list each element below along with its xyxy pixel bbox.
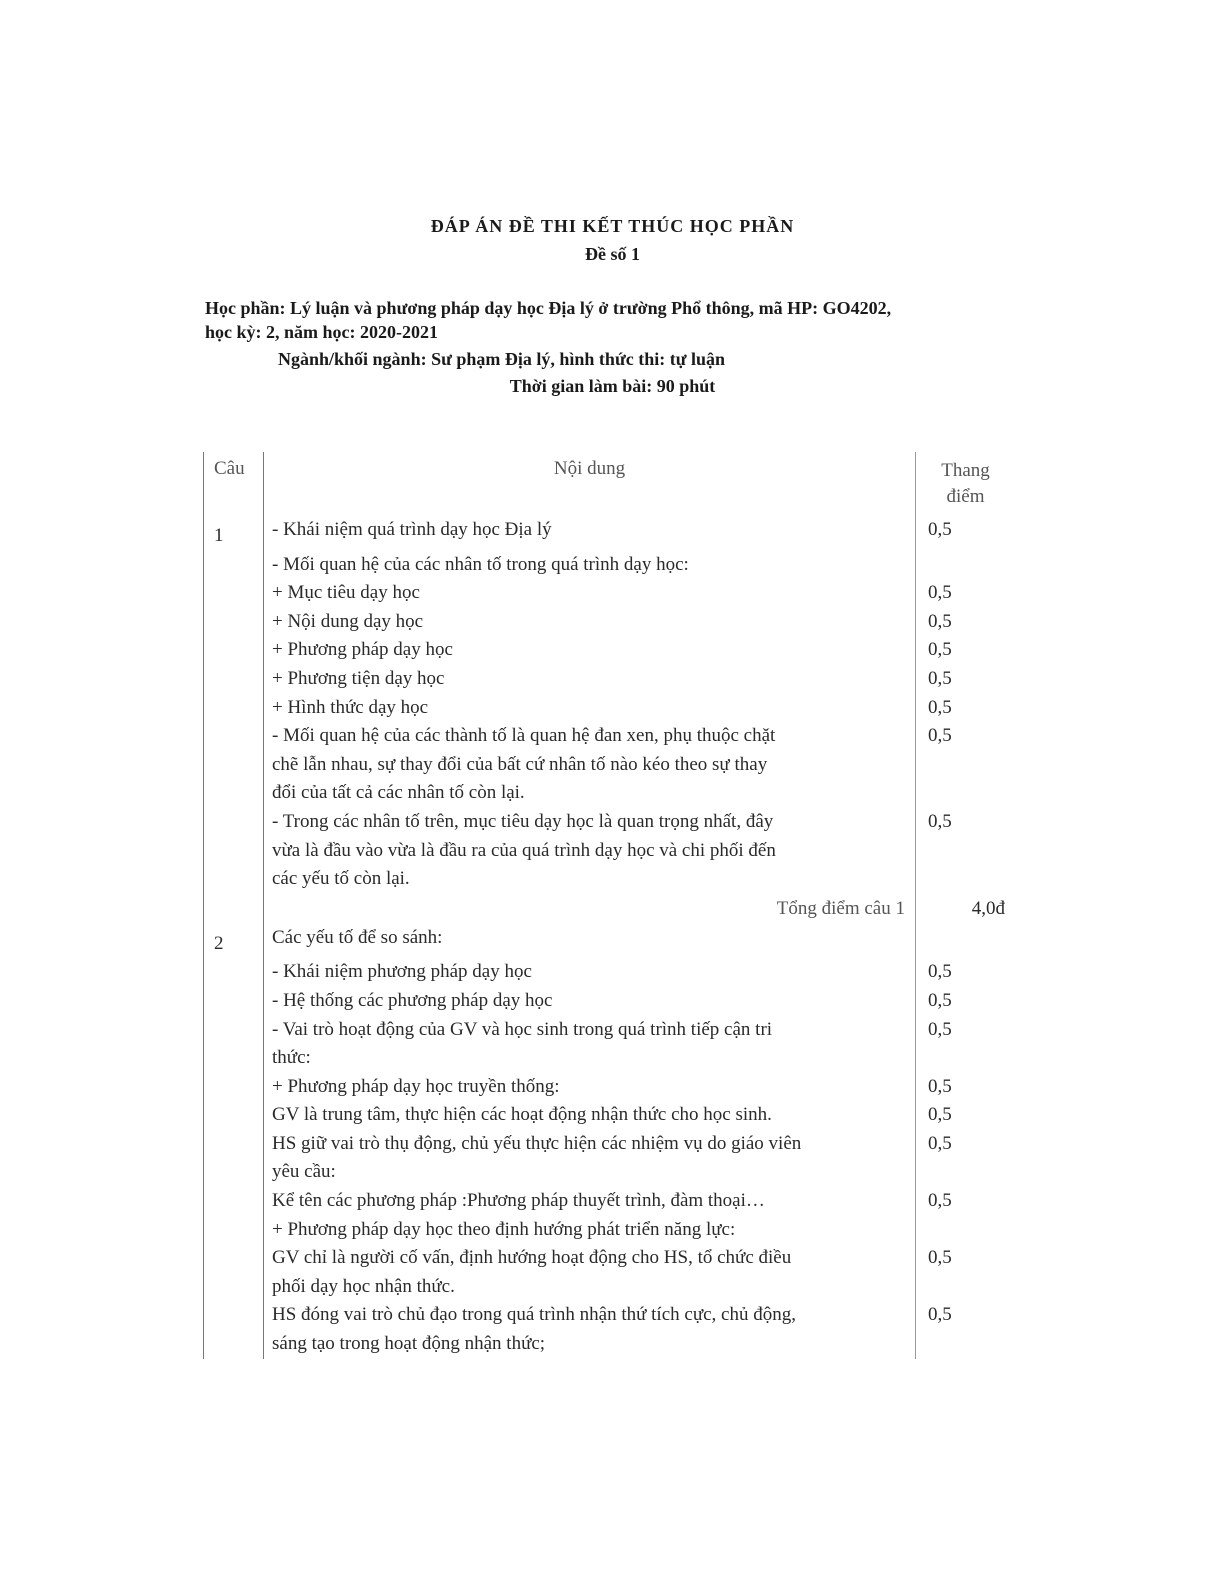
- exam-number: Đề số 1: [585, 244, 640, 264]
- table-row: [204, 987, 1016, 1016]
- score-cell: [916, 516, 1016, 551]
- question-cell: [204, 636, 264, 665]
- score-cell: [916, 1301, 1016, 1358]
- content-line: - Trong các nhân tố trên, mục tiêu dạy học là quan trọng nhất, đây: [272, 810, 774, 832]
- question-cell: [204, 1073, 264, 1102]
- table-row: [204, 665, 1016, 694]
- content-cell: [264, 958, 916, 987]
- content-line: + Phương pháp dạy học: [272, 639, 453, 661]
- score-value: 0,5: [928, 639, 952, 661]
- score-header-line2: điểm: [946, 486, 985, 507]
- question-cell: [204, 722, 264, 808]
- time-info: Thời gian làm bài: 90 phút: [509, 376, 716, 396]
- score-cell: [916, 958, 1016, 987]
- content-line: - Mối quan hệ của các nhân tố trong quá trình dạy học:: [272, 553, 689, 575]
- content-line: + Phương pháp dạy học theo định hướng phát triển năng lực:: [272, 1218, 736, 1240]
- score-cell: [916, 987, 1016, 1016]
- table-row: [204, 551, 1016, 580]
- content-cell: [264, 808, 916, 894]
- content-line: + Phương pháp dạy học truyền thống:: [272, 1075, 560, 1097]
- question-cell: [204, 958, 264, 987]
- table-row: [204, 722, 1016, 808]
- total-value: 4,0đ: [971, 897, 1005, 919]
- question-cell: [204, 1187, 264, 1216]
- table-row: [204, 1016, 1016, 1073]
- score-value: 0,5: [928, 989, 952, 1011]
- page-title: ĐÁP ÁN ĐỀ THI KẾT THÚC HỌC PHẦN: [430, 216, 795, 236]
- content-cell: [264, 1101, 916, 1130]
- score-cell: [916, 808, 1016, 894]
- score-value: 0,5: [928, 1104, 952, 1126]
- question-cell: [204, 608, 264, 637]
- content-line: - Khái niệm quá trình dạy học Địa lý: [272, 519, 552, 540]
- content-cell: [264, 551, 916, 580]
- question-cell: [204, 551, 264, 580]
- table-row: [204, 516, 1016, 551]
- score-value: 0,5: [928, 810, 952, 832]
- table-row: [204, 958, 1016, 987]
- content-line: - Khái niệm phương pháp dạy học: [272, 961, 532, 983]
- answer-table: [203, 452, 1016, 1359]
- question-cell: [204, 1216, 264, 1245]
- content-cell: [264, 1187, 916, 1216]
- course-info: Học phần: Lý luận và phương pháp dạy học Địa lý ở trường Phổ thông, mã HP: GO4202,: [205, 298, 892, 318]
- score-value: 0,5: [928, 1304, 952, 1326]
- content-line: GV là trung tâm, thực hiện các hoạt động nhận thức cho học sinh.: [272, 1104, 772, 1126]
- score-cell: [916, 1244, 1016, 1301]
- header-row: [204, 452, 1016, 516]
- content-line: đổi của tất cả các nhân tố còn lại.: [272, 782, 525, 804]
- score-value: 0,5: [928, 667, 952, 689]
- score-cell: [916, 665, 1016, 694]
- score-value: 0,5: [928, 725, 952, 747]
- content-cell: [264, 1016, 916, 1073]
- score-cell: [916, 636, 1016, 665]
- score-cell: [916, 579, 1016, 608]
- total-label: Tổng điểm câu 1: [264, 894, 916, 924]
- score-value: 0,5: [928, 696, 952, 718]
- question-cell: [204, 1101, 264, 1130]
- semester-info: học kỳ: 2, năm học: 2020-2021: [205, 322, 438, 342]
- table-row: [204, 1101, 1016, 1130]
- score-header-line1: Thang: [941, 460, 990, 481]
- content-cell: [264, 665, 916, 694]
- score-value: 0,5: [928, 519, 952, 540]
- score-cell: [916, 1216, 1016, 1245]
- question-2-body: [204, 924, 1016, 1359]
- question-header: Câu: [204, 452, 264, 516]
- score-cell: [916, 1016, 1016, 1073]
- content-line: thức:: [272, 1047, 311, 1069]
- content-line: GV chỉ là người cố vấn, định hướng hoạt động cho HS, tổ chức điều: [272, 1247, 792, 1269]
- content-cell: [264, 1301, 916, 1358]
- table-row: [204, 1130, 1016, 1187]
- content-cell: [264, 1130, 916, 1187]
- question-cell: [204, 1301, 264, 1358]
- content-line: phối dạy học nhận thức.: [272, 1275, 455, 1297]
- question-cell: [204, 1130, 264, 1187]
- table-row: [204, 608, 1016, 637]
- question-cell: [204, 665, 264, 694]
- content-cell: [264, 722, 916, 808]
- score-value: 0,5: [928, 1247, 952, 1269]
- content-cell: [264, 924, 916, 959]
- content-line: Các yếu tố để so sánh:: [272, 926, 443, 948]
- table-row: [204, 1301, 1016, 1358]
- question-cell: [204, 694, 264, 723]
- content-line: + Hình thức dạy học: [272, 696, 429, 718]
- content-line: sáng tạo trong hoạt động nhận thức;: [272, 1333, 546, 1355]
- question-cell: [204, 1244, 264, 1301]
- total-row-q1: [204, 894, 1016, 924]
- score-header: [916, 452, 1016, 516]
- score-value: 0,5: [928, 961, 952, 983]
- table-row: [204, 1216, 1016, 1245]
- table-row: [204, 579, 1016, 608]
- score-value: 0,5: [928, 1075, 952, 1097]
- table-row: [204, 636, 1016, 665]
- content-line: các yếu tố còn lại.: [272, 868, 410, 890]
- score-value: 0,5: [928, 1018, 952, 1040]
- score-cell: [916, 551, 1016, 580]
- score-cell: [916, 924, 1016, 959]
- content-cell: [264, 987, 916, 1016]
- content-line: + Mục tiêu dạy học: [272, 582, 420, 604]
- content-line: yêu cầu:: [272, 1161, 336, 1183]
- score-cell: [916, 694, 1016, 723]
- table-row: [204, 1187, 1016, 1216]
- major-info: Ngành/khối ngành: Sư phạm Địa lý, hình thức thi: tự luận: [278, 349, 726, 369]
- content-line: - Vai trò hoạt động của GV và học sinh trong quá trình tiếp cận tri: [272, 1018, 773, 1040]
- score-value: 0,5: [928, 1190, 952, 1212]
- table-row: [204, 694, 1016, 723]
- content-cell: [264, 636, 916, 665]
- score-cell: [916, 1187, 1016, 1216]
- content-line: + Nội dung dạy học: [272, 610, 424, 632]
- content-cell: [264, 1073, 916, 1102]
- score-value: 0,5: [928, 610, 952, 632]
- score-cell: [916, 722, 1016, 808]
- content-line: HS giữ vai trò thụ động, chủ yếu thực hiện các nhiệm vụ do giáo viên: [272, 1132, 802, 1154]
- content-cell: [264, 1216, 916, 1245]
- score-cell: [916, 1130, 1016, 1187]
- content-line: + Phương tiện dạy học: [272, 667, 445, 689]
- content-cell: [264, 579, 916, 608]
- question-1-body: [204, 516, 1016, 894]
- score-cell: [916, 608, 1016, 637]
- content-line: chẽ lẫn nhau, sự thay đổi của bất cứ nhân tố nào kéo theo sự thay: [272, 753, 768, 775]
- score-value: 0,5: [928, 582, 952, 604]
- content-cell: [264, 608, 916, 637]
- content-cell: [264, 516, 916, 551]
- question-number: 2: [204, 924, 264, 959]
- content-line: Kể tên các phương pháp :Phương pháp thuyết trình, đàm thoại…: [272, 1190, 765, 1212]
- content-header: Nội dung: [264, 452, 916, 516]
- score-cell: [916, 1101, 1016, 1130]
- question-cell: [204, 1016, 264, 1073]
- question-cell: [204, 808, 264, 894]
- table-row: [204, 924, 1016, 959]
- question-number: 1: [204, 516, 264, 551]
- content-cell: [264, 1244, 916, 1301]
- score-cell: [916, 1073, 1016, 1102]
- question-cell: [204, 579, 264, 608]
- score-value: 0,5: [928, 1132, 952, 1154]
- content-line: - Hệ thống các phương pháp dạy học: [272, 989, 553, 1011]
- content-line: HS đóng vai trò chủ đạo trong quá trình nhận thứ tích cực, chủ động,: [272, 1304, 796, 1326]
- content-cell: [264, 694, 916, 723]
- table-row: [204, 808, 1016, 894]
- content-line: vừa là đầu vào vừa là đầu ra của quá trình dạy học và chi phối đến: [272, 839, 776, 861]
- table-row: [204, 1244, 1016, 1301]
- table-row: [204, 1073, 1016, 1102]
- content-line: - Mối quan hệ của các thành tố là quan hệ đan xen, phụ thuộc chặt: [272, 725, 776, 747]
- question-cell: [204, 987, 264, 1016]
